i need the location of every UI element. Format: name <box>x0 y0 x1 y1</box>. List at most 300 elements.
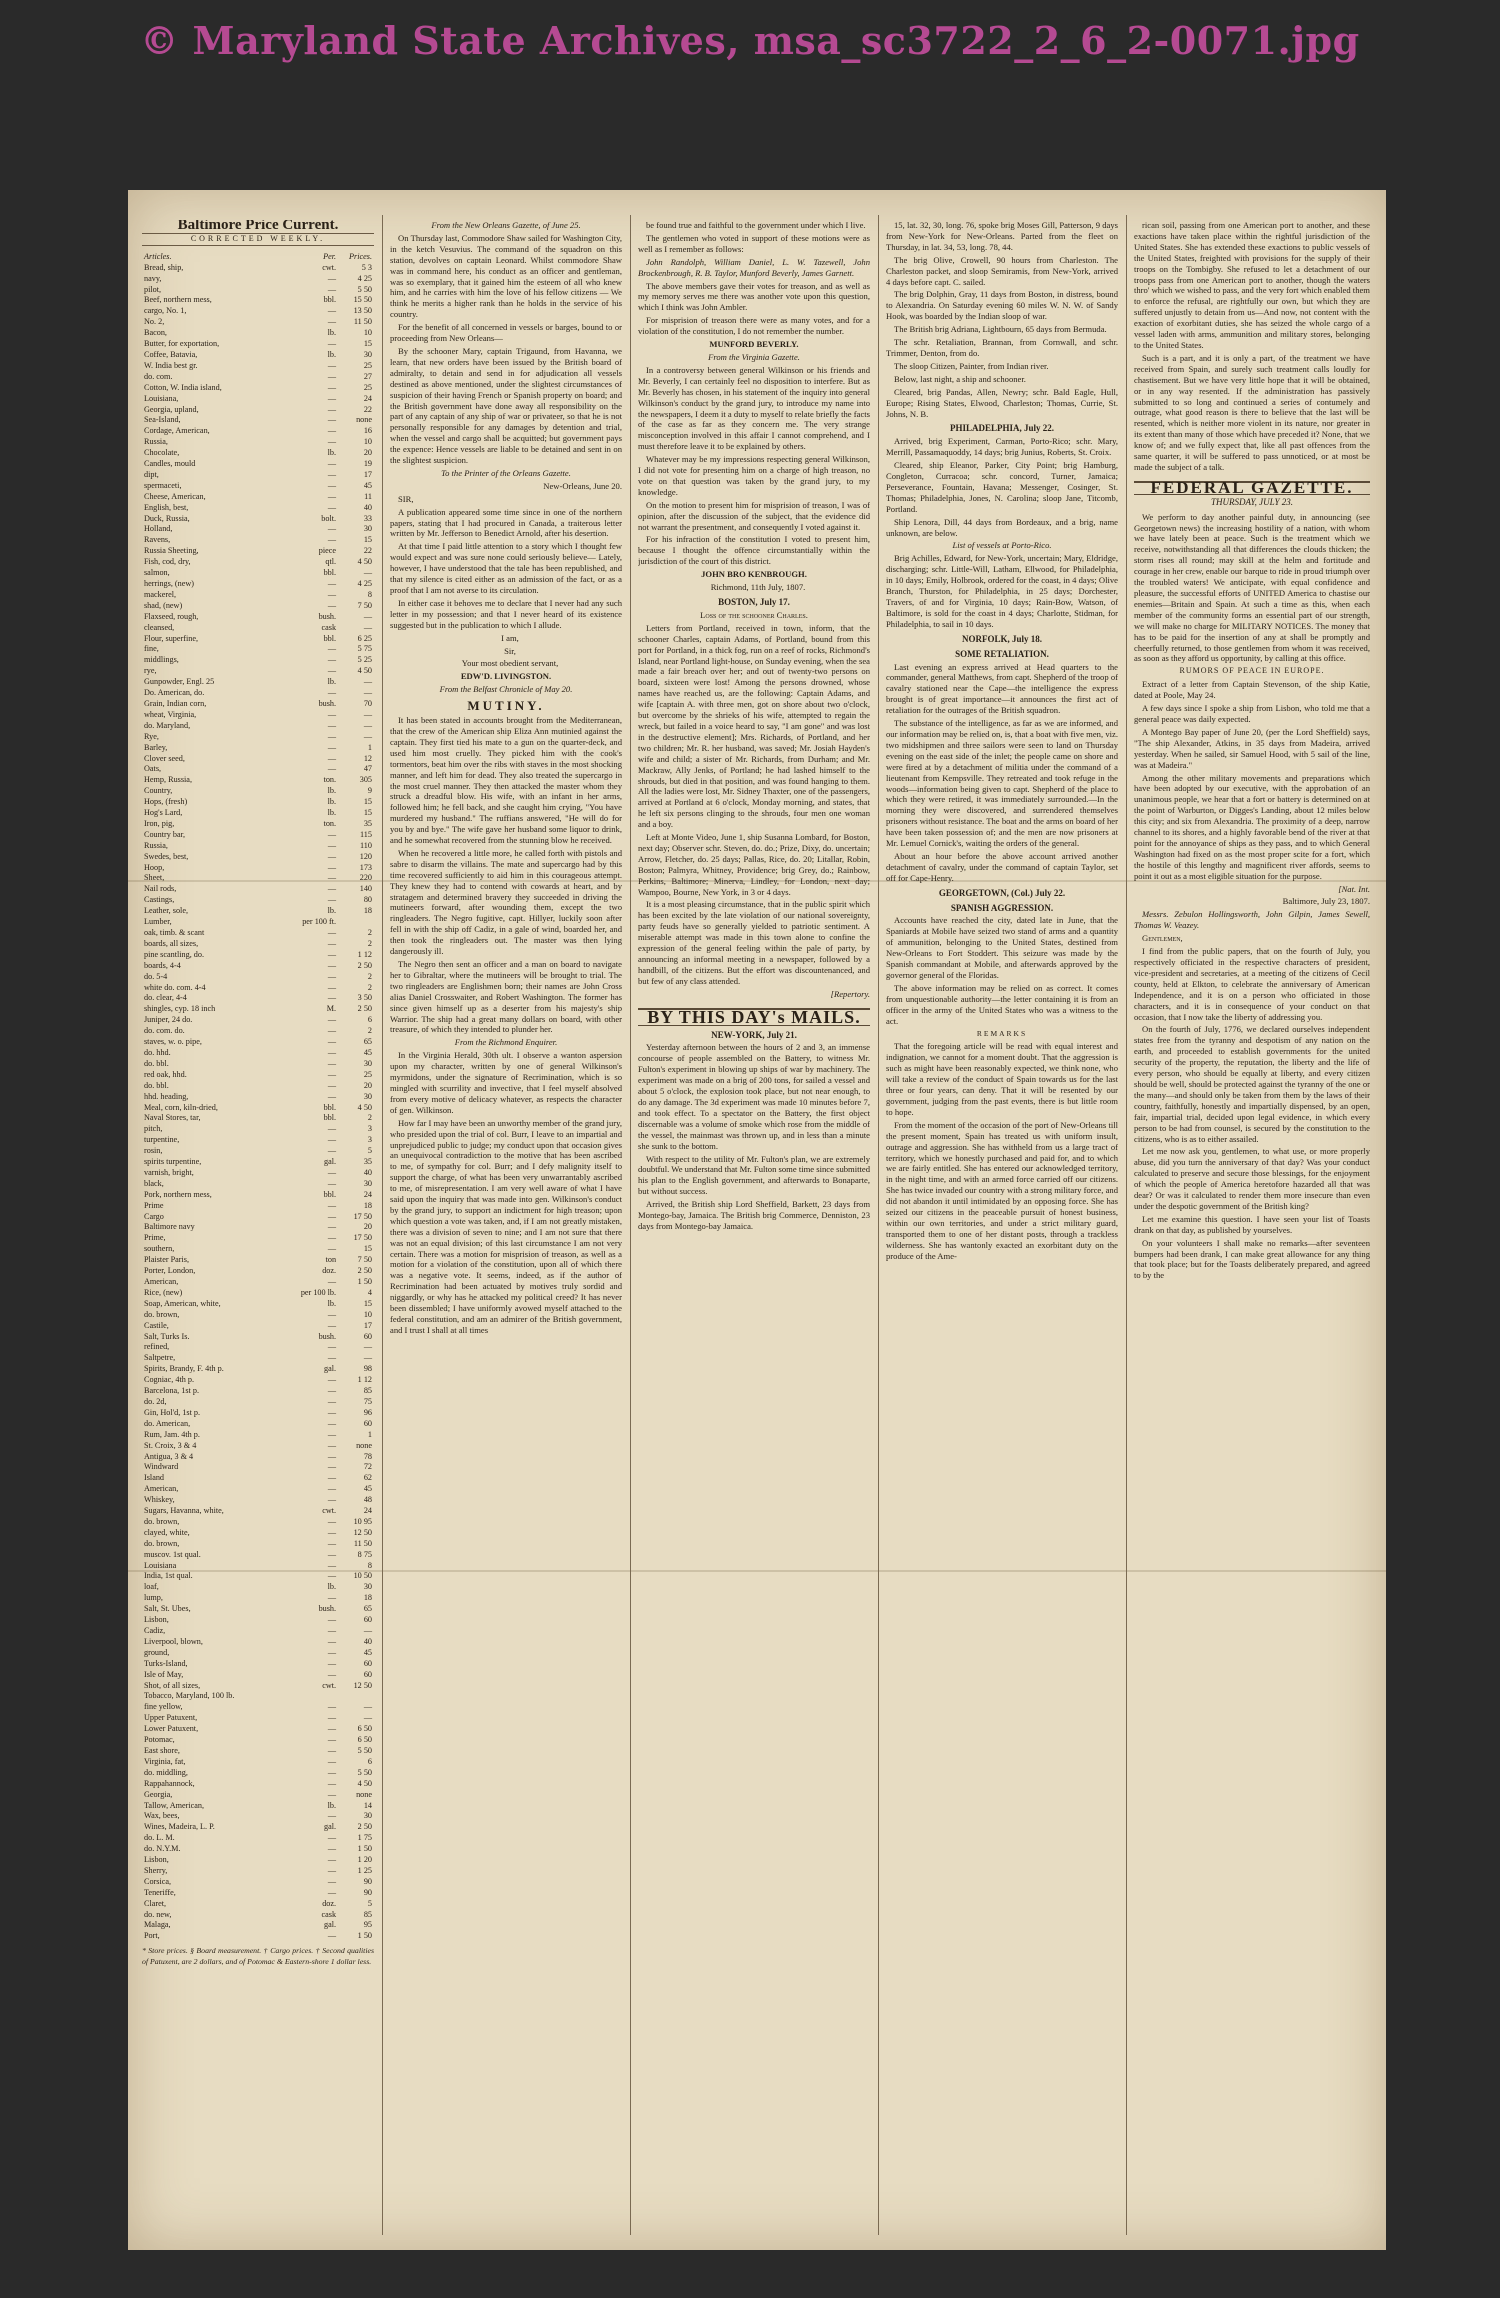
price-value: 1 <box>367 742 372 752</box>
price-value: — <box>363 1713 372 1723</box>
price-unit: — <box>327 1429 337 1439</box>
dateline: BOSTON, July 17. <box>718 597 790 607</box>
price-article: clayed, white, <box>144 1527 190 1537</box>
price-row <box>142 1833 374 1844</box>
price-unit: — <box>327 1200 337 1210</box>
price-value: 3 <box>367 1124 372 1134</box>
price-article: varnish, bright, <box>144 1167 194 1177</box>
price-value: 90 <box>363 1887 372 1897</box>
price-table <box>142 252 374 1942</box>
price-value: 10 50 <box>353 1571 372 1581</box>
price-unit: — <box>327 589 337 599</box>
price-unit: — <box>327 644 337 654</box>
price-unit: — <box>327 306 337 316</box>
price-value: 22 <box>363 546 372 556</box>
price-unit: — <box>327 1091 337 1101</box>
price-article: Gin, Hol'd, 1st p. <box>144 1407 201 1417</box>
price-unit: — <box>327 1658 337 1668</box>
paragraph: On the motion to present him for misprision of treason, I was of opinion, after the discussion of the subject, that the evidence did not warrant the presentment, and consequently I voted against it. <box>638 499 870 532</box>
price-unit: — <box>327 1887 337 1897</box>
price-article: turpentine, <box>144 1135 180 1145</box>
price-unit: ton <box>325 1255 337 1265</box>
price-value: 5 <box>367 1898 372 1908</box>
price-value: 70 <box>363 698 372 708</box>
price-value: 13 50 <box>353 306 372 316</box>
price-value: 75 <box>363 1396 372 1406</box>
price-value: 4 25 <box>357 273 372 283</box>
price-value: 1 50 <box>357 1844 372 1854</box>
price-row <box>142 1713 374 1724</box>
price-article: Corsica, <box>144 1876 172 1886</box>
price-article: Sugars, Havanna, white, <box>144 1506 224 1516</box>
price-unit: lb. <box>327 1800 337 1810</box>
price-unit: — <box>327 1386 337 1396</box>
price-row <box>142 1681 374 1692</box>
price-row <box>142 754 374 765</box>
price-article: wheat, Virginia, <box>144 709 197 719</box>
price-row <box>142 1015 374 1026</box>
price-article: Meal, corn, kiln-dried, <box>144 1102 218 1112</box>
paragraph: A Montego Bay paper of June 20, (per the Lord Sheffield) says, "The ship Alexander, Atkins, in 35 days from Madeira, arrived yesterday. When he sailed, sir Samuel Hood, with 5 sail of the line, was at Madeira." <box>1134 726 1370 770</box>
dateline: GEORGETOWN, (Col.) July 22. <box>938 887 1066 898</box>
price-row <box>142 1212 374 1223</box>
price-row <box>142 1288 374 1299</box>
price-article: English, best, <box>144 502 189 512</box>
price-article: Ravens, <box>144 535 171 545</box>
price-row <box>142 1495 374 1506</box>
price-value: 78 <box>363 1451 372 1461</box>
juror-names: John Randolph, William Daniel, L. W. Tazewell, John Brockenbrough, R. B. Taylor, Munford Beverly, James Garnett. <box>638 256 870 278</box>
price-value: 30 <box>363 1091 372 1101</box>
price-unit: — <box>327 1571 337 1581</box>
price-row <box>142 1550 374 1561</box>
price-row <box>142 1702 374 1713</box>
price-unit: — <box>327 1615 337 1625</box>
price-value: 140 <box>359 884 372 894</box>
list-heading: List of vessels at Porto-Rico. <box>952 540 1052 551</box>
price-unit: — <box>327 382 337 392</box>
closing-line: Your most obedient servant, <box>461 658 559 669</box>
price-value: 11 50 <box>353 317 372 327</box>
price-row <box>142 524 374 535</box>
price-row <box>142 317 374 328</box>
price-value: 120 <box>359 851 372 861</box>
price-unit: lb. <box>327 906 337 916</box>
price-value: none <box>356 415 372 425</box>
price-unit: — <box>327 1516 337 1526</box>
dateline: PHILADELPHIA, July 22. <box>949 423 1054 434</box>
price-value: 17 <box>363 469 372 479</box>
price-value: 60 <box>363 1418 372 1428</box>
price-value: 5 50 <box>357 1767 372 1777</box>
price-value: 27 <box>363 371 372 381</box>
price-value: 220 <box>359 873 372 883</box>
price-unit: — <box>327 1320 337 1330</box>
price-article: do. com. do. <box>144 1026 185 1036</box>
paragraph: That the foregoing article will be read with equal interest and indignation, we cannot for a moment doubt. That the aggression is such as might have been reasonably expected, we think none, who will take a review of the conduct of Spain towards us for the last three or four years, can deny. That it will be resented by our government, judging from the past events, there is but little room to hope. <box>886 1041 1118 1117</box>
price-unit: — <box>327 360 337 370</box>
price-value: 45 <box>363 1047 372 1057</box>
price-article: rosin, <box>144 1146 163 1156</box>
price-row <box>142 677 374 688</box>
price-row <box>142 1004 374 1015</box>
price-value: 6 <box>367 1756 372 1766</box>
price-row <box>142 830 374 841</box>
paragraph: A publication appeared some time since in one of the northern papers, stating that I had procured in Canada, a traiterous letter written by Mr. Jefferson to Benedict Arnold, after his desertion. <box>390 506 622 539</box>
price-row <box>142 808 374 819</box>
price-value: 60 <box>363 1615 372 1625</box>
price-article: Russia Sheeting, <box>144 546 199 556</box>
price-value: 4 25 <box>357 579 372 588</box>
paragraph: In a controversy between general Wilkinson or his friends and Mr. Beverly, I can certainly feel no disposition to interfere. But as Mr. Beverly has chosen, in his statement of the inquiry into general Wilkinson's conduct by the grand jury, to introduce my name into the newspapers, I deem it a duty to myself to relate briefly the facts of the case as far as they concern me. The very strange misconception involved in this affair I cannot comprehend, and I must therefore leave it to be explained by others. <box>638 364 870 452</box>
paragraph: Left at Monte Video, June 1, ship Susanna Lombard, for Boston, next day; Observer schr. Steven, do. do.; Prize, Dixy, do. uncertain; Arrow, Fletcher, do. 25 days; Pallas, Rice, do. 20; Litallar, Robin, Boston; Palmyra, Whitney, Providence; brig Grey, do.; Rainbow, Perkins, Baltimore; Minerva, Lindley, for London, next day; Wampoo, Bourne, New York, in 3 or 4 days. <box>638 832 870 897</box>
paragraph: Extract of a letter from Captain Stevenson, of the ship Katie, dated at Poole, May 24. <box>1134 679 1370 701</box>
paragraph: Such is a part, and it is only a part, of the treatment we have received from Spain, and surely such treatment calls loudly for chastisement. But we have very little hope that it will be obtained, or in any way resented. If the administration has passively submitted to so long and continued a series of contumely and outrage, what good reason is there to believe that the last will be resented, which is neither more violent in its nature, nor greater in its extent than many of those which have preceded it? None, that we know of; and we fully expect that, like all past offences from the same quarter, it will be suffered to pass unnoticed, or at most be made the subject of a talk. <box>1134 352 1370 472</box>
price-unit: — <box>327 1636 337 1646</box>
price-article: Clover seed, <box>144 753 185 763</box>
price-row <box>142 1146 374 1157</box>
price-unit: bbl. <box>323 568 337 578</box>
price-value: 15 <box>363 1298 372 1308</box>
price-unit: — <box>327 1931 337 1941</box>
price-article: Lower Patuxent, <box>144 1724 199 1734</box>
price-article: Hemp, Russia, <box>144 775 192 785</box>
price-row <box>142 1190 374 1201</box>
price-unit: — <box>327 1375 337 1385</box>
price-article: Candles, mould <box>144 459 196 469</box>
price-article: Pork, northern mess, <box>144 1189 212 1199</box>
price-table-header <box>142 252 374 263</box>
price-row <box>142 1811 374 1822</box>
price-unit: — <box>327 1484 337 1494</box>
price-unit: — <box>327 993 337 1003</box>
price-row <box>142 710 374 721</box>
paragraph: On the fourth of July, 1776, we declared ourselves independent states free from the tyranny and despotism of any nation on the earth, and proceeded to establish governments for the united security of the property, the reputation, the liberty and the life of every person, who should be equally at liberty, and every citizen should be well, should be protected against the tyranny of the one or the many—and should only be taken from them by the laws of their country, faithfully, honestly and impartially dispensed, by an open, fair, impartial trial, decided upon legal evidence, in which every person to be had from counsel, is secured by the constitution to the citizens, who is as to either assailed. <box>1134 1024 1370 1144</box>
price-unit: bush. <box>318 698 337 708</box>
price-value: 65 <box>363 1037 372 1047</box>
price-unit: — <box>327 1549 337 1559</box>
price-value: 18 <box>363 1200 372 1210</box>
price-unit: — <box>327 1211 337 1221</box>
paragraph: About an hour before the above account arrived another detachment of cavalry, under the command of captain Taylor, set off for Cape-Henry. <box>886 850 1118 883</box>
price-unit: — <box>327 1855 337 1865</box>
price-unit: — <box>327 459 337 469</box>
price-value: 6 <box>367 1015 372 1025</box>
price-unit: — <box>327 1724 337 1734</box>
price-article: Cheese, American, <box>144 491 206 501</box>
paragraph: In either case it behoves me to declare that I never had any such letter in my possession; and that I never heard of its existence suggested but in the publication to which I allude. <box>390 597 622 630</box>
price-unit: — <box>327 862 337 872</box>
price-article: pitch, <box>144 1124 163 1134</box>
price-unit: — <box>327 491 337 501</box>
paragraph: The schr. Retaliation, Brannan, from Cornwall, and schr. Trimmer, Denton, from do. <box>886 337 1118 358</box>
price-article: middlings, <box>144 655 179 665</box>
price-row <box>142 1931 374 1942</box>
price-article: Castings, <box>144 895 175 905</box>
price-article: do. com. <box>144 371 173 381</box>
paragraph: The British brig Adriana, Lightbourn, 65 days from Bermuda. <box>894 324 1107 335</box>
price-unit: gal. <box>324 1364 337 1374</box>
price-article: India, 1st qual. <box>144 1571 193 1581</box>
price-article: American, <box>144 1484 179 1494</box>
price-article: do. 5-4 <box>144 971 168 981</box>
price-unit: — <box>327 1844 337 1854</box>
price-unit: — <box>327 895 337 905</box>
price-value: 18 <box>363 1593 372 1603</box>
price-unit: — <box>327 1451 337 1461</box>
price-unit: — <box>327 284 337 294</box>
price-row <box>142 634 374 645</box>
price-article: Cargo <box>144 1211 164 1221</box>
price-value: — <box>363 1702 372 1712</box>
price-unit: — <box>327 1342 337 1352</box>
price-unit: — <box>327 742 337 752</box>
price-unit: — <box>327 840 337 850</box>
price-row <box>142 263 374 274</box>
price-unit: — <box>327 1178 337 1188</box>
price-row <box>142 732 374 743</box>
price-unit: bbl. <box>323 1189 337 1199</box>
price-article: Grain, Indian corn, <box>144 698 207 708</box>
price-article: Salt, Turks Is. <box>144 1331 190 1341</box>
price-row <box>142 1724 374 1735</box>
price-article: American, <box>144 1277 179 1286</box>
price-row <box>142 295 374 306</box>
price-unit: piece <box>318 546 337 556</box>
price-row <box>142 568 374 579</box>
price-article: cleansed, <box>144 622 175 632</box>
news-column-4 <box>886 220 1118 2230</box>
price-article: Upper Patuxent, <box>144 1713 198 1723</box>
price-row <box>142 285 374 296</box>
price-value: 10 95 <box>353 1516 372 1526</box>
price-article: staves, w. o. pipe, <box>144 1037 202 1047</box>
price-row <box>142 546 374 557</box>
price-article: Oats, <box>144 764 162 774</box>
price-article: boards, 4-4 <box>144 960 181 970</box>
price-row <box>142 1353 374 1364</box>
price-row <box>142 895 374 906</box>
price-article: Prime <box>144 1200 164 1210</box>
price-value: 2 <box>367 1026 372 1036</box>
price-unit: — <box>327 1713 337 1723</box>
price-row <box>142 983 374 994</box>
news-column-5 <box>1134 220 1370 2230</box>
price-article: Prime, <box>144 1233 166 1243</box>
price-unit: — <box>327 1745 337 1755</box>
price-value: 30 <box>363 349 372 359</box>
price-value: 15 <box>363 808 372 818</box>
price-row <box>142 1397 374 1408</box>
price-article: pilot, <box>144 284 162 294</box>
price-article: Louisiana, <box>144 393 179 403</box>
price-article: Butter, for exportation, <box>144 339 220 349</box>
price-article: rye, <box>144 666 157 676</box>
article-subhead: Loss of the schooner Charles. <box>700 609 808 620</box>
price-article: navy, <box>144 273 162 283</box>
price-value: — <box>363 568 372 578</box>
price-article: Island <box>144 1473 165 1483</box>
price-article: do. bbl. <box>144 1058 169 1068</box>
price-unit: — <box>327 655 337 665</box>
price-value: 98 <box>363 1364 372 1374</box>
price-value: — <box>363 1353 372 1363</box>
price-article: East shore, <box>144 1745 180 1755</box>
price-article: do. brown, <box>144 1309 180 1319</box>
remarks-heading: REMARKS <box>976 1028 1028 1038</box>
price-article: do. new, <box>144 1909 172 1919</box>
price-article: Bacon, <box>144 328 167 338</box>
price-row <box>142 1092 374 1103</box>
price-value: 5 25 <box>357 655 372 665</box>
price-row <box>142 1233 374 1244</box>
price-row <box>142 1604 374 1615</box>
price-article: Plaister Paris, <box>144 1255 190 1265</box>
price-unit: cwt. <box>322 1680 337 1690</box>
price-value: none <box>356 1789 372 1799</box>
price-row <box>142 1157 374 1168</box>
price-value: 14 <box>363 1800 372 1810</box>
price-unit: gal. <box>324 1920 337 1930</box>
price-unit: — <box>327 851 337 861</box>
paragraph: Brig Achilles, Edward, for New-York, uncertain; Mary, Eldridge, discharging; schr. Little-Will, Latham, Ellwood, for Philadelphia, in 10 days; Emily, Holbrook, ordered for the coast, in 4 days; Olive Branch, Thurston, for Philadelphia, in 25 days; Dorchester, Travers, of and for Virginia, 10 days; Rain-Bow, Watson, of Baltimore, is sold for the coast in 4 days; Charlotte, Stidman, for Philadelphia, to sail in 10 days. <box>886 553 1118 629</box>
price-value: 15 <box>363 339 372 349</box>
price-row <box>142 1822 374 1833</box>
price-value: — <box>363 622 372 632</box>
price-article: oak, timb. & scant <box>144 928 205 937</box>
price-unit: doz. <box>322 1898 337 1908</box>
price-article: Tallow, American, <box>144 1800 205 1810</box>
paragraph: Cleared, ship Eleanor, Parker, City Point; brig Hamburg, Congleton, Curracoa; schr. concord, Turner, Jamaica; Perseverance, Fountain, Havana; Messenger, Cosinger, St. Thomas; Philadelphia, Jones, N. Carolina; sloop Jane, Titcomb, Portland. <box>886 460 1118 514</box>
price-value: 72 <box>363 1462 372 1472</box>
price-article: Hoop, <box>144 862 165 872</box>
price-article: do. hhd. <box>144 1047 171 1057</box>
price-row <box>142 1790 374 1801</box>
price-value: 30 <box>363 1058 372 1068</box>
paragraph: Letters from Portland, received in town, inform, that the schooner Charles, captain Adams, of Portland, bound from this port for Portland, in a thick fog, run on a reef of rocks, Richmond's Island, near Portland light-house, on Sunday evening, when the sea made a fair breach over her; and out of twenty-two persons on board, sixteen were lost! Among the persons drowned, whose names have reached us, are the following: Captain Adams, and wife [captain A. with three men, got on shore about two o'clock, but overcome by the shrieks of his wife, attempted to regain the wreck, but failed in a voice heard to say, "I am gone" and was lost in the destructive element]; Mrs. Richards, of Portland, and her two children; Mr. R. her husband, was saved; Mr. Josiah Hayden's wife and child; a sister of Mr. Richards, from Durham; and Mr. Mackraw, Ally Jenks, of Portland; he had lashed himself to the shrouds, but died in that position, and was found hanging to them. All the ladies were lost, Mr. Sidney Thaxter, one of the passengers, arrived at Portland at 6 o'clock, Monday morning, and states, that he left six persons clinging to the shrouds, four men one woman and a boy. <box>638 622 870 830</box>
signature-date: Richmond, 11th July, 1807. <box>710 582 806 593</box>
price-unit: — <box>327 884 337 894</box>
price-value: — <box>363 1342 372 1352</box>
price-row <box>142 1266 374 1277</box>
article-source: From the Richmond Enquirer. <box>454 1037 558 1048</box>
price-value: 80 <box>363 895 372 905</box>
price-unit: — <box>327 1124 337 1134</box>
price-value: 18 <box>363 906 372 916</box>
price-unit: — <box>327 1222 337 1232</box>
price-article: Antigua, 3 & 4 <box>144 1451 194 1461</box>
price-unit: cwt. <box>322 262 337 272</box>
price-unit: — <box>327 928 337 937</box>
price-unit: — <box>327 1462 337 1472</box>
price-row <box>142 405 374 416</box>
price-article: Georgia, <box>144 1789 173 1799</box>
price-article: Malaga, <box>144 1920 171 1930</box>
price-unit: — <box>327 273 337 283</box>
price-unit: — <box>327 1396 337 1406</box>
price-value: 5 50 <box>357 1745 372 1755</box>
price-value: 115 <box>360 829 372 839</box>
mails-headline: BY THIS DAY's MAILS. <box>638 1008 870 1026</box>
price-unit: — <box>327 1756 337 1766</box>
price-article: spirits turpentine, <box>144 1157 202 1167</box>
price-row <box>142 1528 374 1539</box>
price-value: 173 <box>359 862 372 872</box>
price-value: 2 <box>367 938 372 948</box>
price-row <box>142 1517 374 1528</box>
price-value: 96 <box>363 1407 372 1417</box>
price-value: 9 <box>367 786 372 796</box>
paragraph: The substance of the intelligence, as far as we are informed, and our information may be relied on, is, that a boat with five men, viz. two midshipmen and three sailors were seen to land on Thursday evening on the east side of the inlet; the people came on shore and were fired at by a detachment of militia under the command of a lieutenant from Kempsville. They retreated and took refuge in the woods—information being given to capt. Shepherd of the place to which they were retired, it was immediately surrounded.—In the morning they were discovered, and surrendered themselves prisoners without resistance. The boat and the arms on board of her have been taken possession of; and the men are now prisoners at Mr. Lemuel Cornick's, waiting the orders of the general. <box>886 718 1118 849</box>
price-unit: bush. <box>318 611 337 621</box>
price-unit: bush. <box>318 1331 337 1341</box>
price-row <box>142 1037 374 1048</box>
price-value: — <box>363 611 372 621</box>
price-article: do. L. M. <box>144 1833 175 1843</box>
price-value: 1 20 <box>357 1855 372 1865</box>
price-row <box>142 470 374 481</box>
price-row <box>142 961 374 972</box>
price-unit: — <box>327 1811 337 1821</box>
price-value: 8 75 <box>357 1549 372 1559</box>
paragraph: Accounts have reached the city, dated late in June, that the Spaniards at Mobile have seized two stand of arms and a quantity of ammunition, belonging to the United States, destined from New-Orleans to Fort Stoddert. This seizure was made by the Spanish commandant at Mobile, and afterwards approved by the governor general of the Floridas. <box>886 915 1118 980</box>
price-unit: — <box>327 437 337 447</box>
price-article: shad, (new) <box>144 600 183 610</box>
price-unit: gal. <box>324 1157 337 1167</box>
price-value: 4 50 <box>357 666 372 676</box>
price-value: 2 <box>367 1113 372 1123</box>
price-row <box>142 1757 374 1768</box>
price-unit: — <box>327 1789 337 1799</box>
price-value: 7 50 <box>357 1255 372 1265</box>
price-value: — <box>363 709 372 719</box>
price-row <box>142 1419 374 1430</box>
price-unit: — <box>327 339 337 349</box>
article-source: From the New Orleans Gazette, of June 25. <box>431 220 581 230</box>
price-row <box>142 764 374 775</box>
price-article: hhd. heading, <box>144 1091 189 1101</box>
price-row <box>142 1866 374 1877</box>
price-article: do. N.Y.M. <box>144 1844 181 1854</box>
price-unit: bbl. <box>323 1113 337 1123</box>
price-value: 95 <box>363 1920 372 1930</box>
price-row <box>142 644 374 655</box>
price-unit: lb. <box>327 677 337 687</box>
price-article: Shot, of all sizes, <box>144 1680 201 1690</box>
price-unit: cwt. <box>322 1506 337 1516</box>
price-unit: lb. <box>327 797 337 807</box>
price-unit: — <box>327 1244 337 1254</box>
price-article: Coffee, Batavia, <box>144 349 198 359</box>
price-row <box>142 1277 374 1288</box>
price-value: 5 <box>367 1146 372 1156</box>
price-article: pine scantling, do. <box>144 949 205 959</box>
price-value: 12 50 <box>353 1527 372 1537</box>
price-value: 40 <box>363 1636 372 1646</box>
column-rule <box>382 215 383 2235</box>
price-row <box>142 394 374 405</box>
price-value: 30 <box>363 1178 372 1188</box>
price-row <box>142 786 374 797</box>
price-article: Sheet, <box>144 873 165 883</box>
price-unit: — <box>327 535 337 545</box>
price-unit: — <box>327 960 337 970</box>
paragraph: How far I may have been an unworthy member of the grand jury, who presided upon the trial of col. Burr, I leave to an impartial and unprejudiced public to judge; my conduct upon that occasion gives an unequivocal contradiction to the motive that has been ascribed to me, of sympathy for col. Burr; and I defy malignity itself to support the charge, of what has been very unwarrantably ascribed to me, of misrepresentation. I am very well aware of what I have said upon the inquiry that was made into gen. Wilkinson's conduct by the grand jury, to support an indictment for high treason; upon which question a vote was taken, and, if I am not greatly mistaken, there was a division of seven to nine; and I am not sure that there was not an equal division; of this last circumstance I am not very certain. There was a motion for misprision of treason, as well as a motion for a violation of the constitution, upon all of which there was a negative vote. It seems, indeed, as if the author of Recrimination had been actuated by motives truly sordid and niggardly, or why has he attacked my political creed? It has never been dissembled; I have uniformly avowed myself attached to the federal constitution, and am an admirer of the British government, and I trust I shall at all times <box>390 1117 622 1335</box>
column-rule <box>1126 215 1127 2235</box>
price-unit: bush. <box>318 1604 337 1614</box>
price-row <box>142 1375 374 1386</box>
price-unit: — <box>327 600 337 610</box>
